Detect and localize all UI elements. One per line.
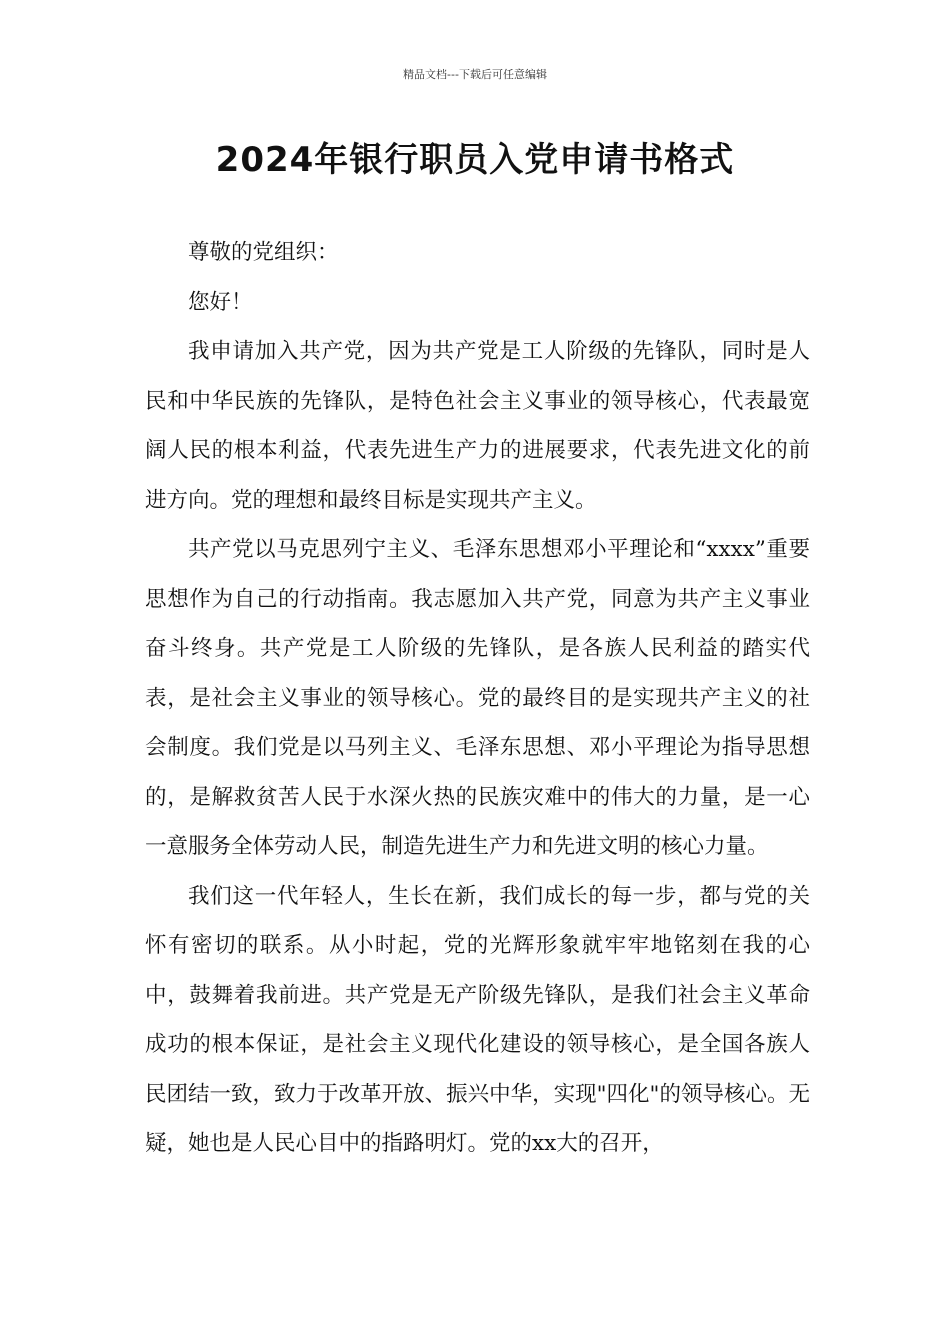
paragraph: 共产党以马克思列宁主义、毛泽东思想邓小平理论和“xxxx”重要思想作为自己的行动指南。我志愿加入共产党，同意为共产主义事业奋斗终身。共产党是工人阶级的先锋队，是各族人民利益的踏实代表，是社会主义事业的领导核心。党的最终目的是实现共产主义的社会制度。我们党是以马列主义、毛泽东思想、邓小平理论为指导思想的，是解救贫苦人民于水深火热的民族灾难中的伟大的力量，是一心一意服务全体劳动人民，制造先进生产力和先进文明的核心力量。 (145, 537, 810, 859)
document-body (145, 228, 810, 1169)
greeting: 您好！ (188, 289, 253, 315)
document-title: 2024年银行职员入党申请书格式 (215, 140, 735, 180)
paragraph: 我申请加入共产党，因为共产党是工人阶级的先锋队，同时是人民和中华民族的先锋队，是特色社会主义事业的领导核心，代表最宽阔人民的根本利益，代表先进生产力的进展要求，代表先进文化的前进方向。党的理想和最终目标是实现共产主义。 (145, 339, 810, 513)
salutation: 尊敬的党组织： (188, 240, 339, 265)
paragraph: 我们这一代年轻人，生长在新，我们成长的每一步，都与党的关怀有密切的联系。从小时起，党的光辉形象就牢牢地铭刻在我的心中，鼓舞着我前进。共产党是无产阶级先锋队，是我们社会主义革命成功的根本保证，是社会主义现代化建设的领导核心，是全国各族人民团结一致，致力于改革开放、振兴中华，实现"四化"的领导核心。无疑，她也是人民心目中的指路明灯。党的xx大的召开， (145, 883, 810, 1156)
header-note: 精品文档---下载后可任意编辑 (403, 68, 547, 81)
